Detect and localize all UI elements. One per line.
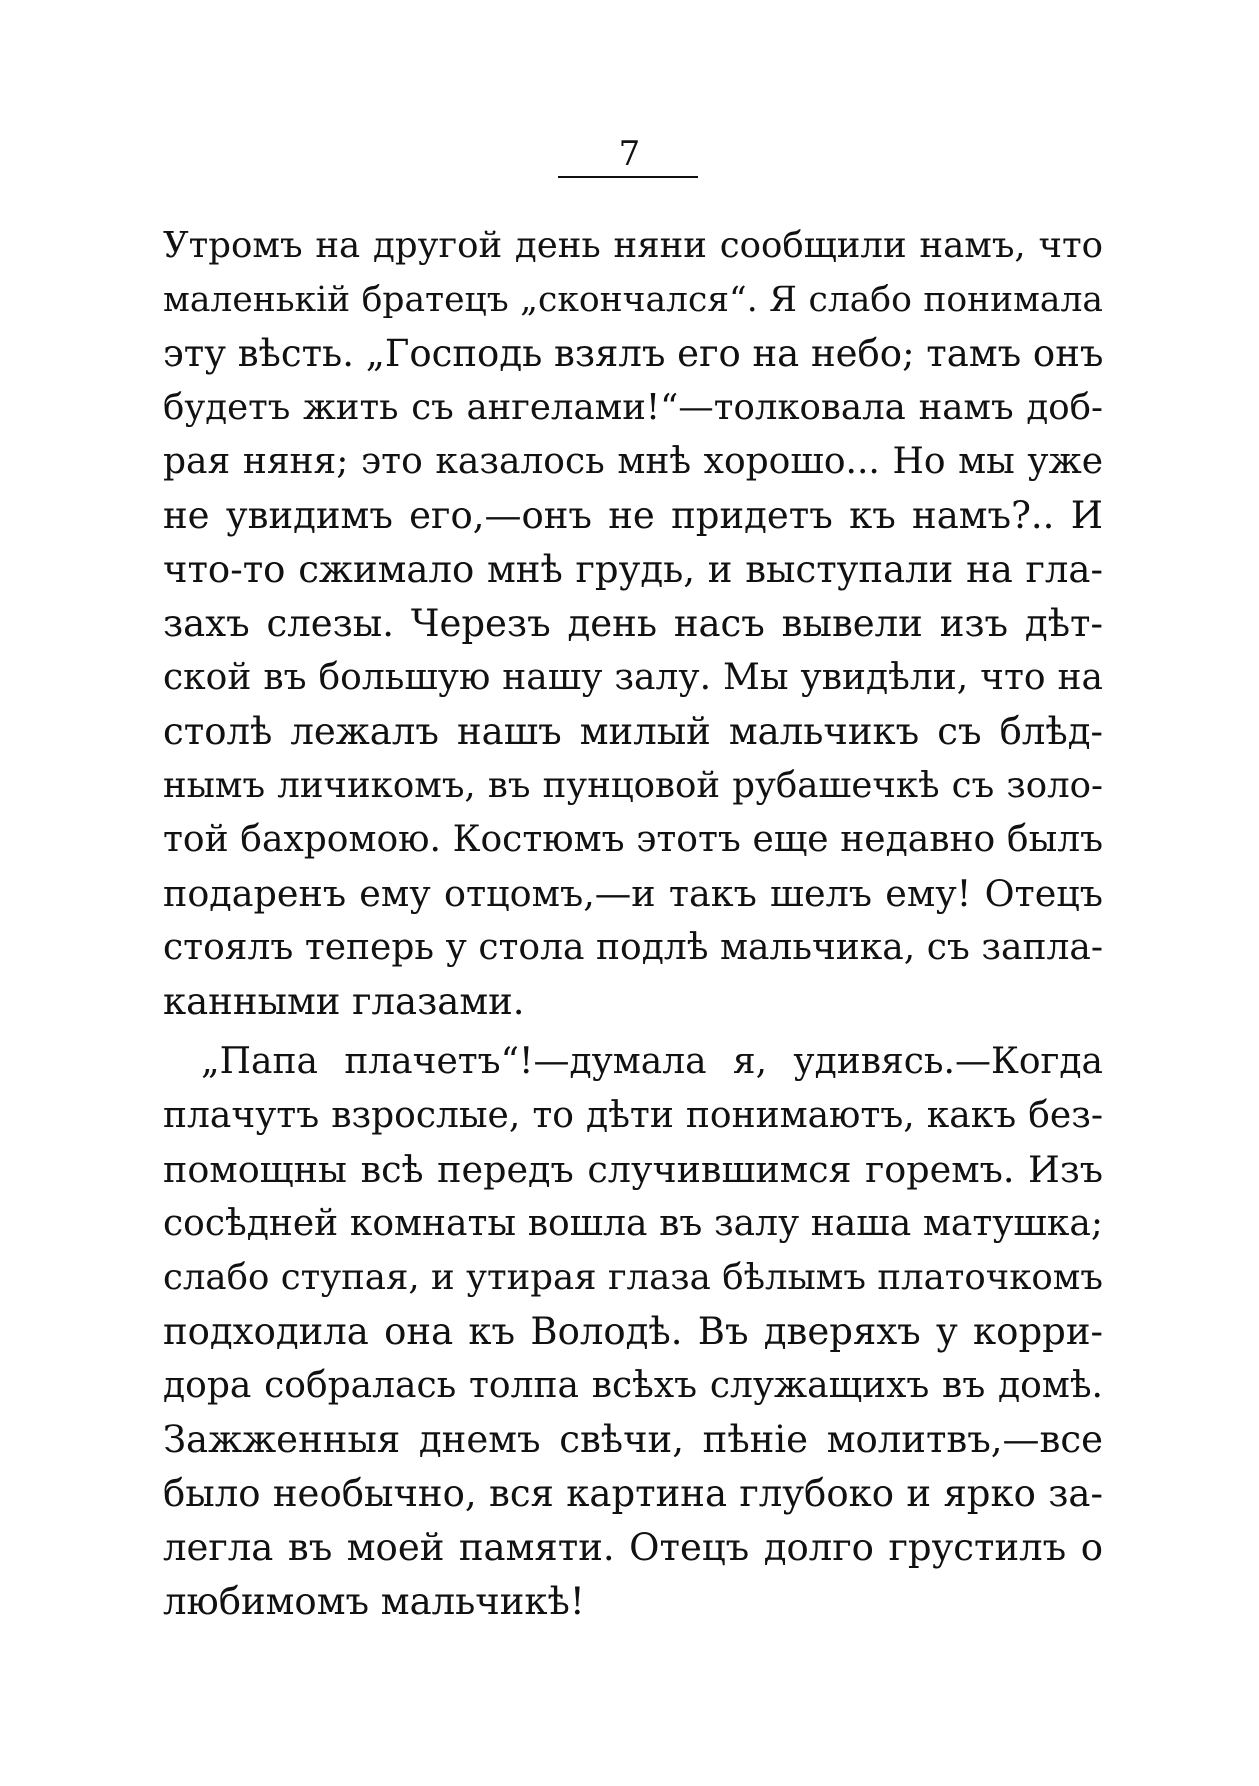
- text-line: канными глазами.: [163, 980, 525, 1023]
- text-line: „Папа плачетъ“!—думала я, удивясь.—Когда: [201, 1041, 1103, 1082]
- body-text: [163, 219, 1103, 1629]
- text-line: слабо ступая, и утирая глаза бѣлымъ платочкомъ: [163, 1257, 1103, 1298]
- text-line: подаренъ ему отцомъ,—и такъ шелъ ему! Отецъ: [163, 872, 1103, 915]
- text-line: помощны всѣ передъ случившимся горемъ. Изъ: [163, 1148, 1103, 1191]
- text-line: Зажженныя днемъ свѣчи, пѣніе молитвъ,—все: [163, 1418, 1103, 1461]
- text-line: плачутъ взрослые, то дѣти понимаютъ, какъ без-: [163, 1095, 1103, 1136]
- text-line: что-то сжимало мнѣ грудь, и выступали на гла-: [163, 548, 1103, 591]
- text-line: любимомъ мальчикѣ!: [163, 1580, 585, 1623]
- page-number-rule: [558, 176, 698, 178]
- text-line: стоялъ теперь у стола подлѣ мальчика, съ запла-: [163, 927, 1103, 968]
- text-line: легла въ моей памяти. Отецъ долго грустилъ о: [163, 1526, 1103, 1569]
- text-line: было необычно, вся картина глубоко и ярко за-: [163, 1472, 1103, 1515]
- text-line: маленькій братецъ „скончался“. Я слабо понимала: [163, 280, 1103, 320]
- text-line: будетъ жить съ ангелами!“—толковала намъ доб-: [163, 387, 1103, 428]
- text-line: той бахромою. Костюмъ этотъ еще недавно былъ: [163, 819, 1103, 860]
- paragraph-1: [163, 219, 1103, 1029]
- text-line: захъ слезы. Черезъ день насъ вывели изъ дѣт-: [163, 602, 1103, 645]
- paragraph-2: [163, 1035, 1103, 1629]
- text-line: подходила она къ Володѣ. Въ дверяхъ у корри-: [163, 1310, 1103, 1353]
- text-line: столѣ лежалъ нашъ милый мальчикъ съ блѣд-: [163, 710, 1103, 753]
- text-line: не увидимъ его,—онъ не придетъ къ намъ?.. И: [163, 494, 1103, 537]
- text-line: дора собралась толпа всѣхъ служащихъ въ домѣ.: [163, 1365, 1103, 1406]
- page-number: 7: [618, 134, 641, 174]
- text-line: Утромъ на другой день няни сообщили намъ, что: [163, 225, 1103, 266]
- text-line: рая няня; это казалось мнѣ хорошо... Но мы уже: [163, 441, 1103, 482]
- text-line: сосѣдней комнаты вошла въ залу наша матушка;: [163, 1203, 1103, 1244]
- text-line: нымъ личикомъ, въ пунцовой рубашечкѣ съ золо-: [163, 765, 1103, 806]
- text-line: эту вѣсть. „Господь взялъ его на небо; тамъ онъ: [163, 332, 1104, 375]
- text-line: ской въ большую нашу залу. Мы увидѣли, что на: [163, 657, 1103, 698]
